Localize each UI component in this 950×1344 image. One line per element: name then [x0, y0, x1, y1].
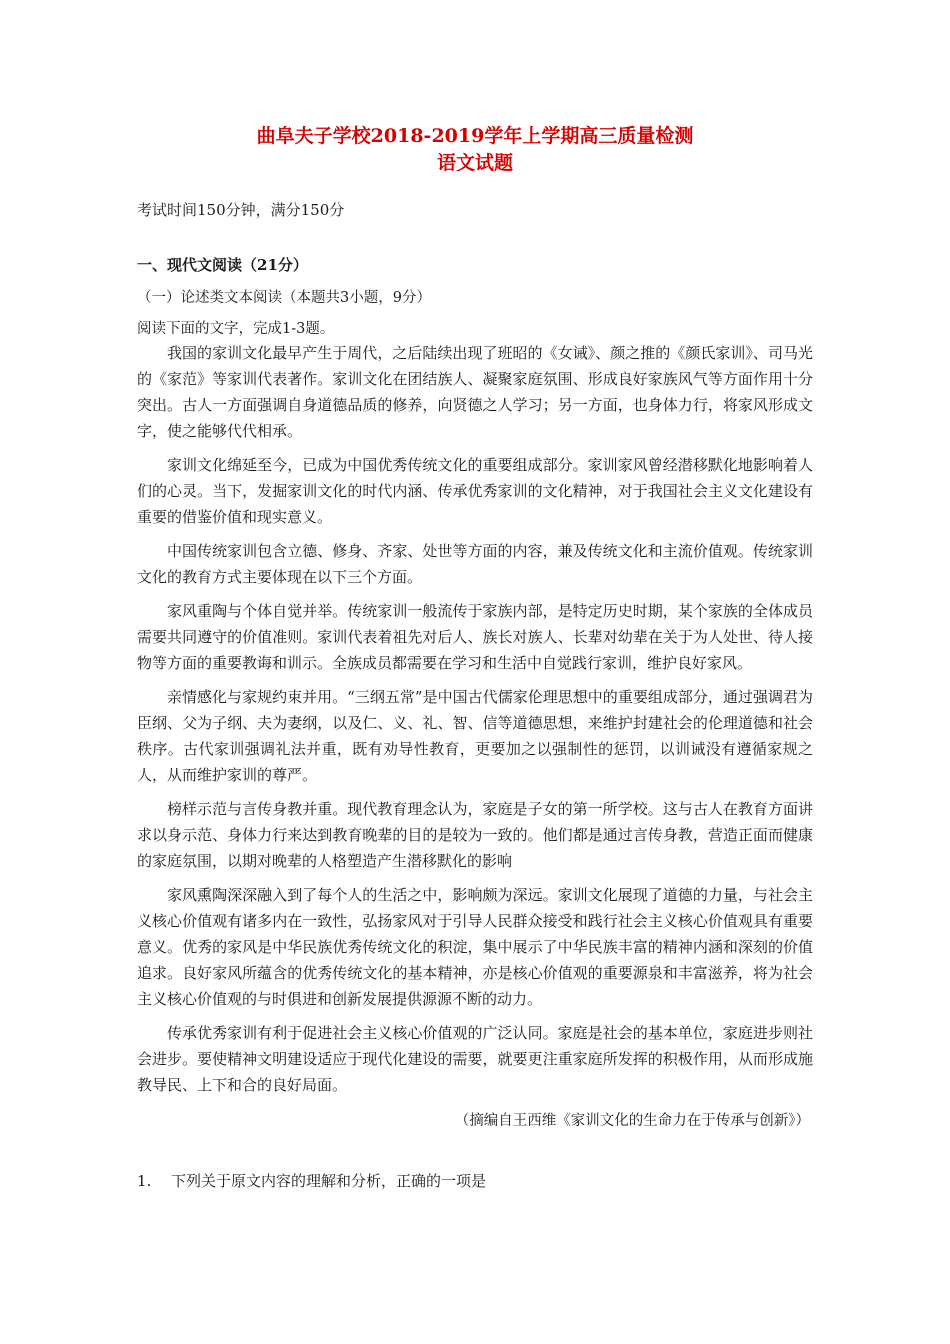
exam-subject-title: 语文试题 — [436, 152, 513, 174]
passage-paragraph: 家风重陶与个体自觉并举。传统家训一般流传于家族内部，是特定历史时期，某个家族的全体成员需要共同遵守的价值准则。家训代表着祖先对后人、族长对族人、长辈对幼辈在关于为人处世、待人接物等方面的重要教诲和训示。全族成员都需要在学习和生活中自觉践行家训，维护良好家风。 — [137, 602, 813, 672]
passage-paragraph: 中国传统家训包含立德、修身、齐家、处世等方面的内容，兼及传统文化和主流价值观。传统家训文化的教育方式主要体现在以下三个方面。 — [137, 542, 813, 586]
question-1 — [137, 1170, 486, 1191]
passage-paragraph: 家训文化绵延至今，已成为中国优秀传统文化的重要组成部分。家训家风曾经潜移默化地影响着人们的心灵。当下，发掘家训文化的时代内涵、传承优秀家训的文化精神，对于我国社会主义文化建设有重要的借鉴价值和现实意义。 — [137, 456, 813, 526]
passage-source: （摘编自王西维《家训文化的生命力在于传承与创新》） — [454, 1113, 810, 1129]
question-text: 下列关于原文内容的理解和分析，正确的一项是 — [171, 1172, 487, 1190]
passage-paragraph: 家风熏陶深深融入到了每个人的生活之中，影响颇为深远。家训文化展现了道德的力量，与社会主义核心价值观有诸多内在一致性，弘扬家风对于引导人民群众接受和践行社会主义核心价值观具有重要意义。优秀的家风是中华民族优秀传统文化的积淀，集中展示了中华民族丰富的精神内涵和深刻的价值追求。良好家风所蕴含的优秀传统文化的基本精神，亦是核心价值观的重要源泉和丰富滋养，将为社会主义核心价值观的与时俱进和创新发展提供源源不断的动力。 — [137, 886, 813, 1008]
exam-title: 曲阜夫子学校2018-2019学年上学期高三质量检测 — [256, 125, 694, 147]
question-number: 1. — [137, 1172, 152, 1190]
section-heading: 一、现代文阅读（21分） — [137, 256, 308, 274]
section-subheading: （一）论述类文本阅读（本题共3小题，9分） — [137, 290, 431, 306]
reading-passage — [137, 340, 813, 1106]
passage-paragraph: 榜样示范与言传身教并重。现代教育理念认为，家庭是子女的第一所学校。这与古人在教育方面讲求以身示范、身体力行来达到教育晚辈的目的是较为一致的。他们都是通过言传身教，营造正面而健康的家庭氛围，以期对晚辈的人格塑造产生潜移默化的影响 — [137, 800, 813, 870]
passage-paragraph: 我国的家训文化最早产生于周代，之后陆续出现了班昭的《女诫》、颜之推的《颜氏家训》、司马光的《家范》等家训代表著作。家训文化在团结族人、凝聚家庭氛围、形成良好家族风气等方面作用十分突出。古人一方面强调自身道德品质的修养，向贤德之人学习；另一方面，也身体力行，将家风形成文字，使之能够代代相承。 — [137, 344, 813, 440]
exam-info: 考试时间150分钟，满分150分 — [137, 201, 345, 219]
passage-paragraph: 亲情感化与家规约束并用。“三纲五常”是中国古代儒家伦理思想中的重要组成部分，通过强调君为臣纲、父为子纲、夫为妻纲，以及仁、义、礼、智、信等道德思想，来维护封建社会的伦理道德和社会秩序。古代家训强调礼法并重，既有劝导性教育，更要加之以强制性的惩罚，以训诫没有遵循家规之人，从而维护家训的尊严。 — [137, 688, 813, 784]
passage-paragraph: 传承优秀家训有利于促进社会主义核心价值观的广泛认同。家庭是社会的基本单位，家庭进步则社会进步。要使精神文明建设适应于现代化建设的需要，就要更注重家庭所发挥的积极作用，从而形成施教导民、上下和合的良好局面。 — [137, 1024, 813, 1094]
reading-instruction: 阅读下面的文字，完成1-3题。 — [137, 321, 335, 337]
